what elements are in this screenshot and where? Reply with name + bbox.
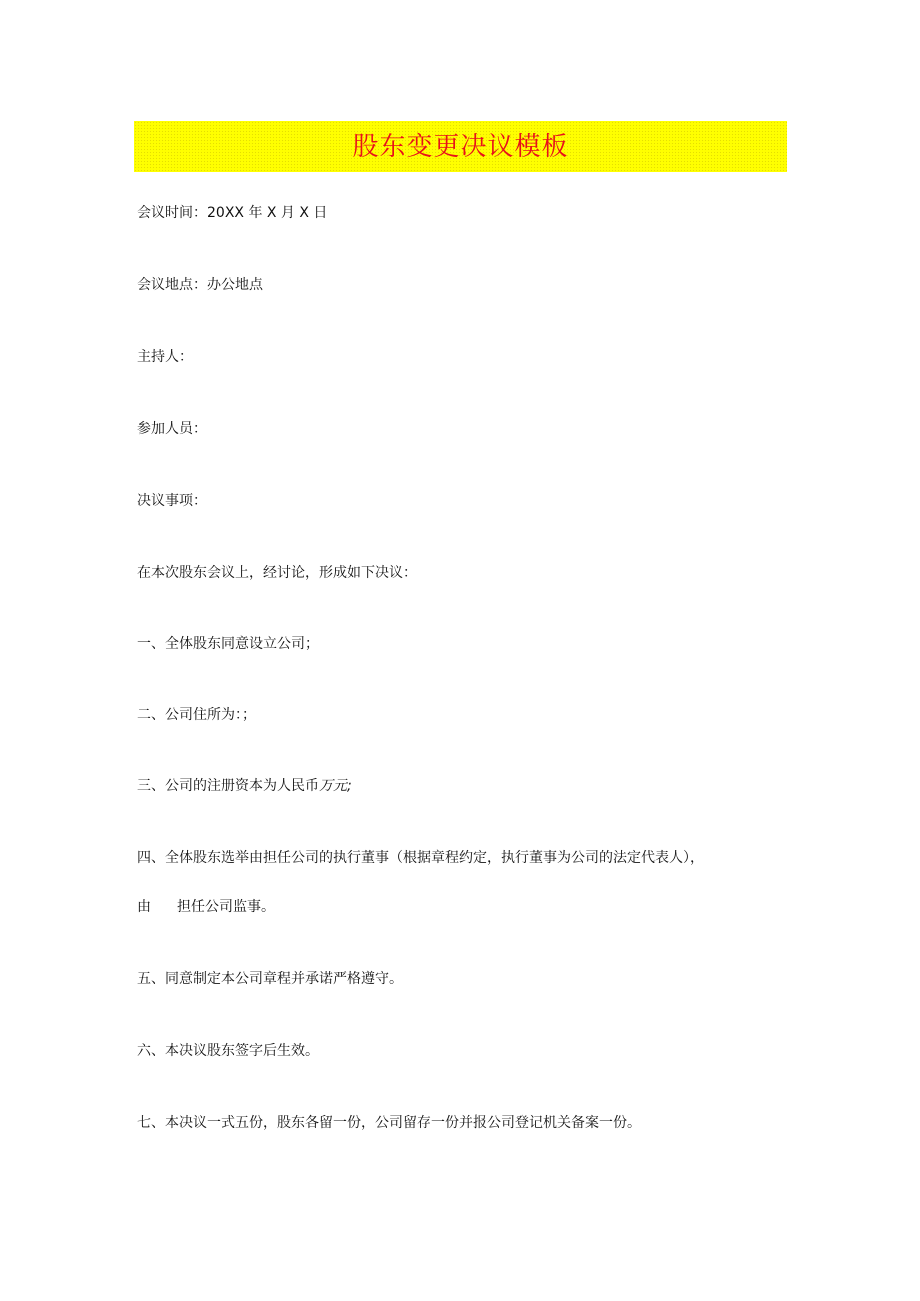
item-seven xyxy=(137,1114,641,1132)
item-four-cont-b: 担任公司监事。 xyxy=(177,899,275,915)
item-three xyxy=(137,777,352,795)
meeting-place-line xyxy=(137,276,263,294)
item-one-text: 一、全体股东同意设立公司； xyxy=(137,636,319,652)
item-two-text: 二、公司住所为：； xyxy=(137,707,256,723)
item-one xyxy=(137,635,319,653)
resolution-items-line xyxy=(137,492,207,510)
host-label: 主持人： xyxy=(137,349,193,365)
item-four xyxy=(137,849,704,867)
meeting-place-value: 办公地点 xyxy=(207,277,263,293)
item-four-text: 四、全体股东选举由担任公司的执行董事（根据章程约定，执行董事为公司的法定代表人）， xyxy=(137,850,704,866)
item-five-text: 五、同意制定本公司章程并承诺严格遵守。 xyxy=(137,971,403,987)
item-four-cont-a: 由 xyxy=(137,899,151,915)
meeting-time-value: 20XX 年 X 月 X 日 xyxy=(207,205,328,221)
meeting-time-label: 会议时间： xyxy=(137,205,207,221)
item-three-suffix: 万元; xyxy=(319,778,352,794)
intro-text: 在本次股东会议上，经讨论，形成如下决议： xyxy=(137,565,417,581)
item-six-text: 六、本决议股东签字后生效。 xyxy=(137,1043,319,1059)
meeting-place-label: 会议地点： xyxy=(137,277,207,293)
item-six xyxy=(137,1042,319,1060)
title-banner xyxy=(134,121,787,172)
document-title: 股东变更决议模板 xyxy=(352,131,569,162)
host-line xyxy=(137,348,193,366)
attendees-label: 参加人员： xyxy=(137,421,207,437)
intro-line xyxy=(137,564,417,582)
attendees-line xyxy=(137,420,207,438)
item-four-continued xyxy=(137,898,275,916)
item-seven-text: 七、本决议一式五份，股东各留一份，公司留存一份并报公司登记机关备案一份。 xyxy=(137,1115,641,1131)
item-three-prefix: 三、公司的注册资本为人民币 xyxy=(137,778,319,794)
meeting-time-line xyxy=(137,204,327,222)
item-two xyxy=(137,706,256,724)
item-five xyxy=(137,970,403,988)
resolution-items-label: 决议事项： xyxy=(137,493,207,509)
